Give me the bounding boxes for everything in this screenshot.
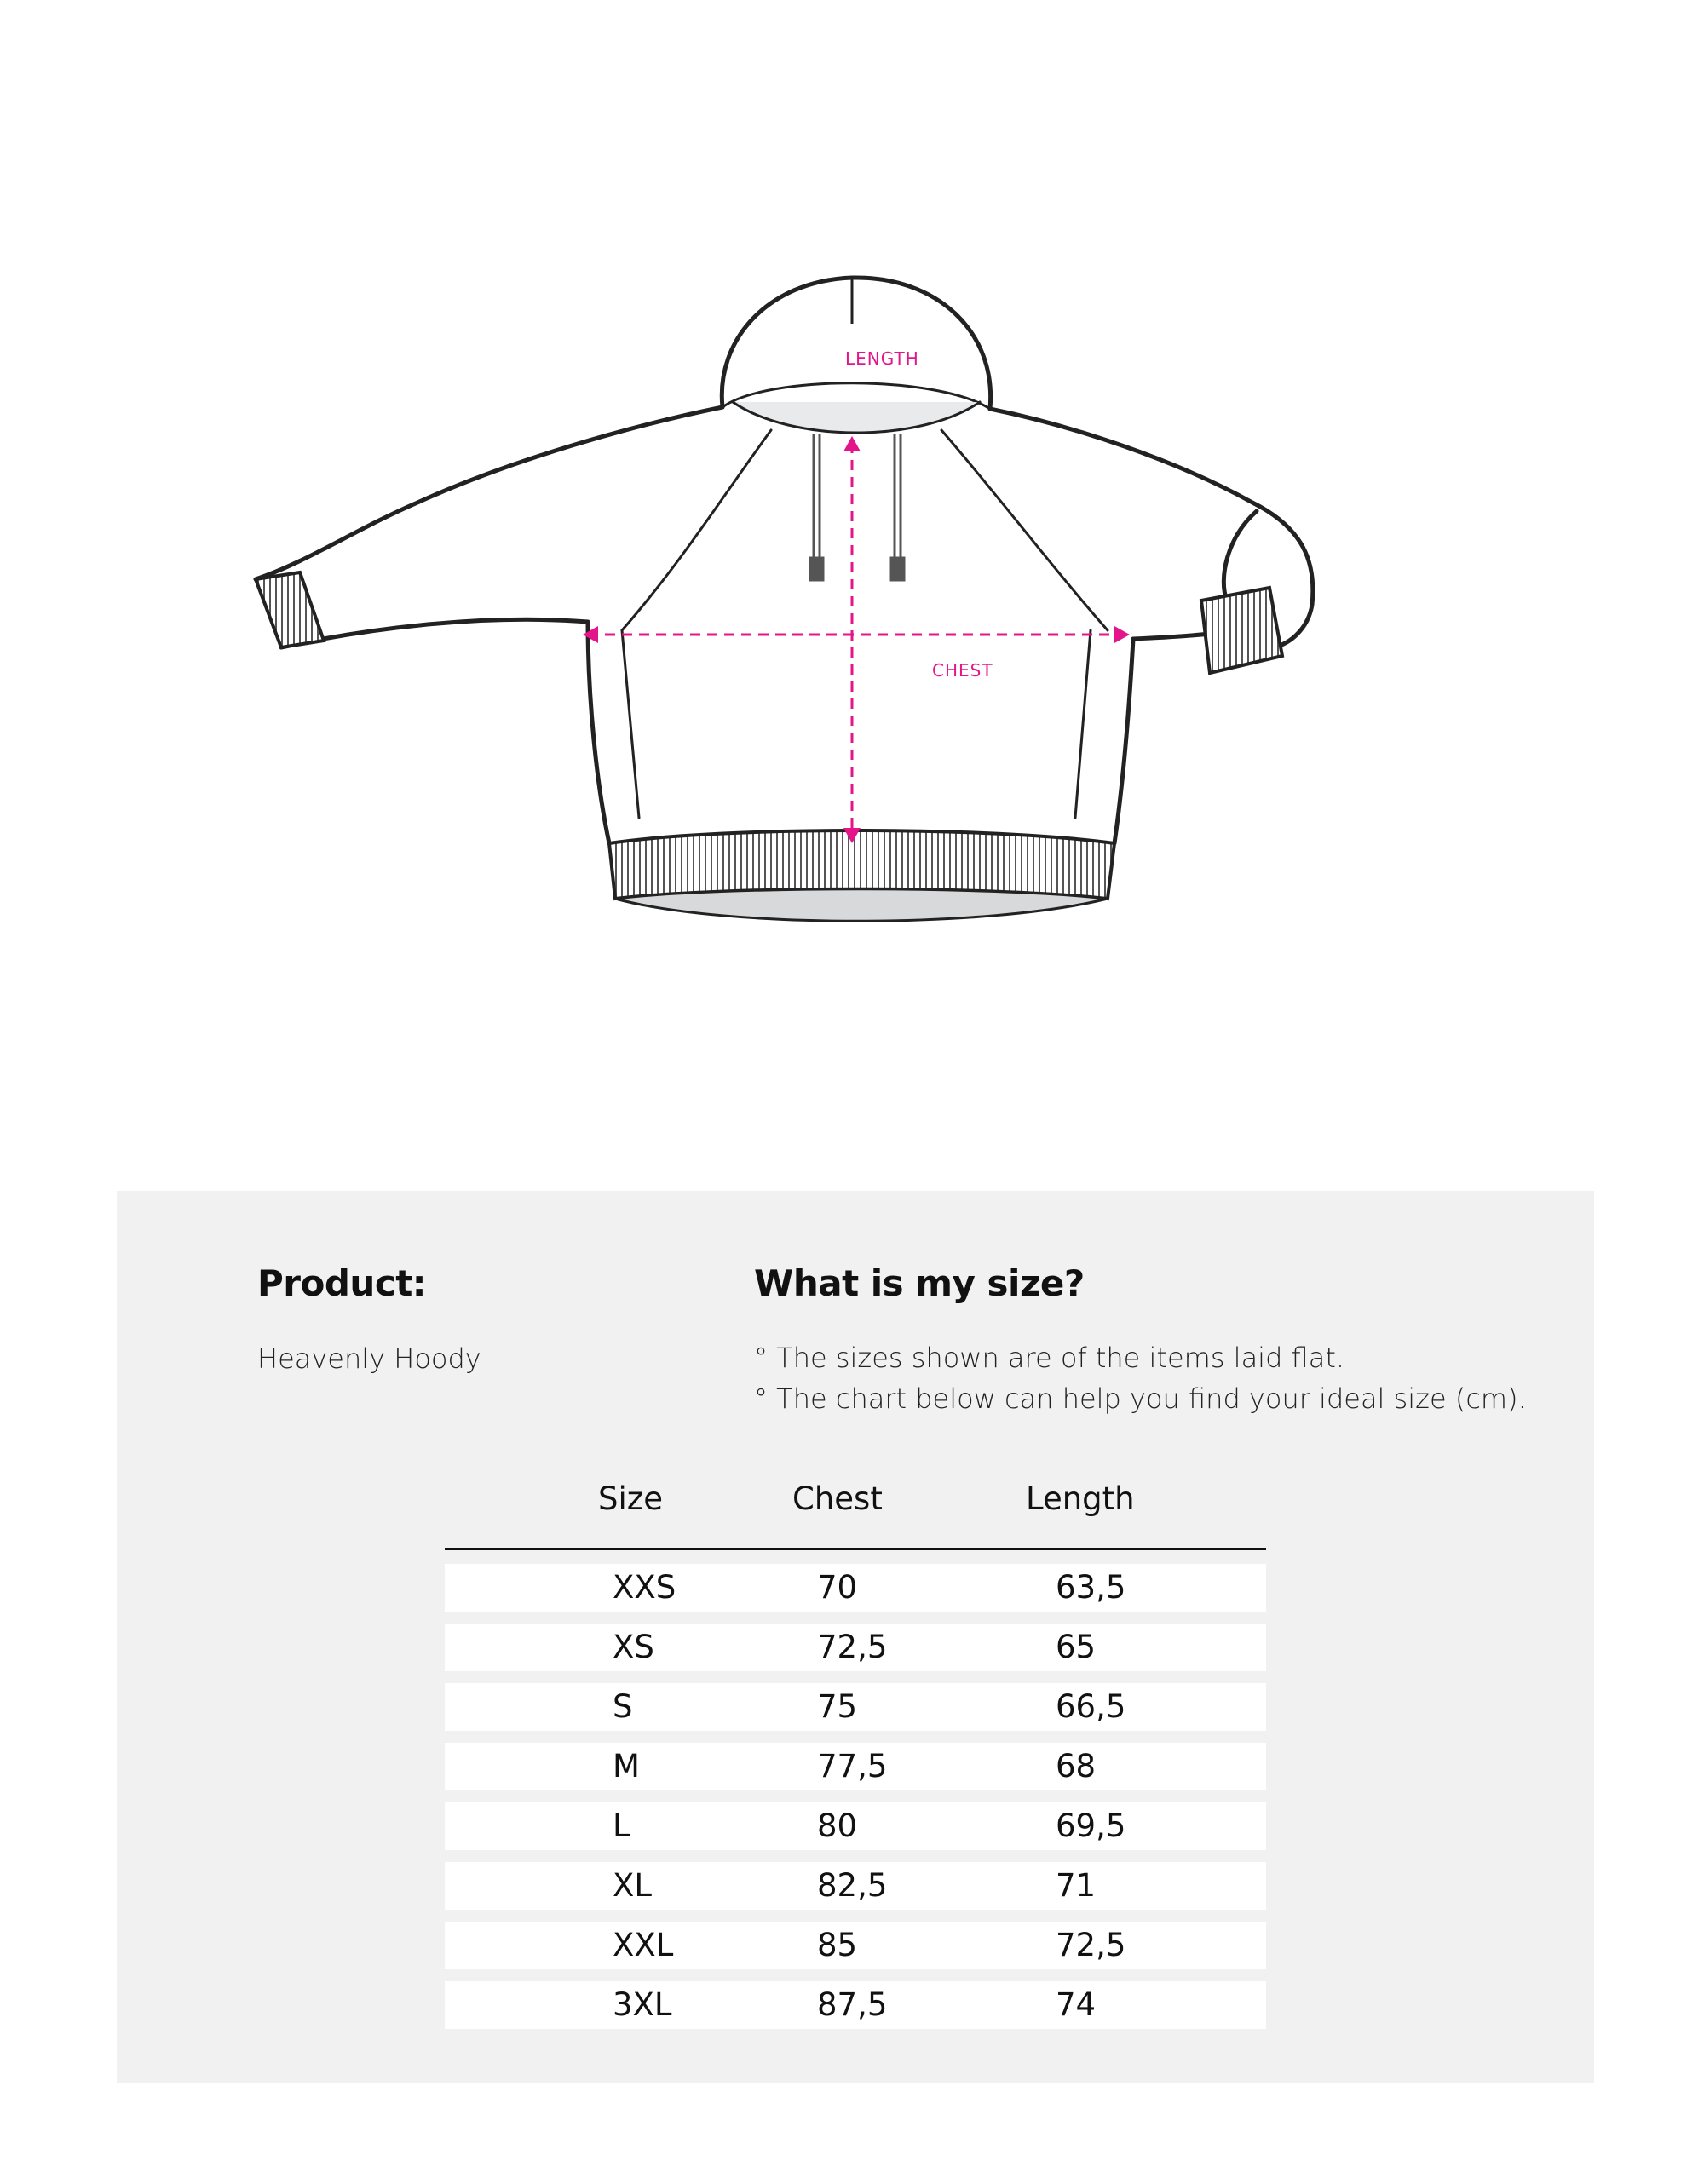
- chest-cell: 70: [817, 1569, 858, 1606]
- size-cell: S: [613, 1688, 633, 1725]
- product-heading: Product:: [257, 1262, 427, 1304]
- left-cuff: [256, 572, 324, 647]
- hoodie-outline: [256, 278, 1313, 843]
- length-cell: 65: [1056, 1629, 1097, 1665]
- table-row: [445, 1683, 1266, 1731]
- length-cell: 66,5: [1056, 1688, 1126, 1725]
- chest-cell: 82,5: [817, 1867, 888, 1904]
- chest-cell: 75: [817, 1688, 858, 1725]
- length-cell: 68: [1056, 1748, 1097, 1785]
- table-row: [445, 1564, 1266, 1612]
- chest-label: CHEST: [932, 660, 993, 681]
- measurement-lines: [588, 443, 1125, 835]
- size-cell: L: [613, 1808, 630, 1844]
- size-cell: M: [613, 1748, 640, 1785]
- chest-cell: 87,5: [817, 1986, 888, 2023]
- column-header-length: Length: [1026, 1480, 1135, 1517]
- size-info-panel: [117, 1191, 1594, 2083]
- size-cell: XXL: [613, 1927, 674, 1963]
- table-row: [445, 1743, 1266, 1790]
- column-header-chest: Chest: [792, 1480, 883, 1517]
- table-row: [445, 1624, 1266, 1671]
- table-row: [445, 1862, 1266, 1910]
- size-cell: 3XL: [613, 1986, 672, 2023]
- size-help-heading: What is my size?: [754, 1262, 1085, 1304]
- chest-cell: 77,5: [817, 1748, 888, 1785]
- chest-cell: 85: [817, 1927, 858, 1963]
- size-cell: XS: [613, 1629, 654, 1665]
- hoodie-sketch: [0, 0, 1704, 1022]
- measurement-arrowheads: [583, 436, 1130, 843]
- length-cell: 71: [1056, 1867, 1097, 1904]
- table-row: [445, 1981, 1266, 2029]
- size-help-notes: [754, 1337, 1527, 1419]
- size-cell: XL: [613, 1867, 652, 1904]
- table-header-rule: [445, 1548, 1266, 1550]
- table-row: [445, 1802, 1266, 1850]
- table-row: [445, 1922, 1266, 1969]
- length-cell: 74: [1056, 1986, 1097, 2023]
- right-cuff: [1201, 588, 1282, 673]
- length-cell: 63,5: [1056, 1569, 1126, 1606]
- chest-cell: 80: [817, 1808, 858, 1844]
- drawstrings: [810, 434, 904, 580]
- column-header-size: Size: [598, 1480, 663, 1517]
- length-cell: 72,5: [1056, 1927, 1126, 1963]
- size-note: ° The chart below can help you find your ideal size (cm).: [754, 1382, 1527, 1415]
- length-cell: 69,5: [1056, 1808, 1126, 1844]
- product-name: Heavenly Hoody: [257, 1342, 481, 1375]
- length-label: LENGTH: [845, 348, 919, 369]
- size-cell: XXS: [613, 1569, 676, 1606]
- size-note: ° The sizes shown are of the items laid flat.: [754, 1342, 1345, 1374]
- chest-cell: 72,5: [817, 1629, 888, 1665]
